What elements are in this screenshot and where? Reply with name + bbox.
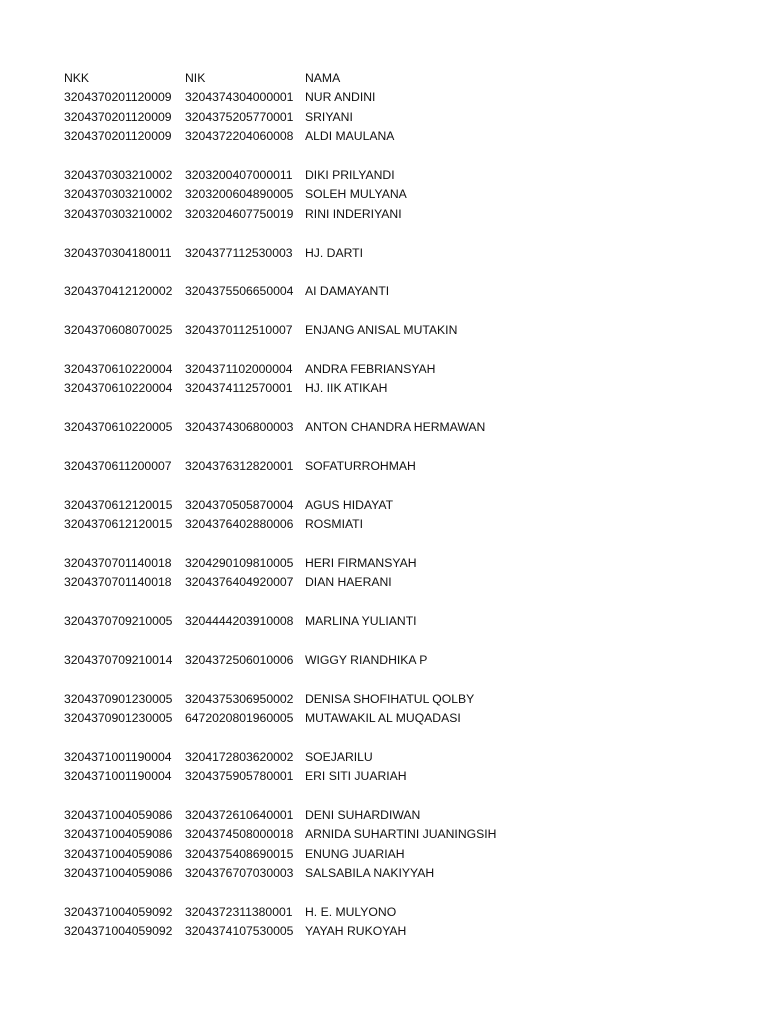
table-row [64,360,565,379]
cell-nik: 3204370505870004 [185,497,294,512]
cell-nkk: 3204370709210014 [64,652,173,667]
cell-nkk: 3204371004059086 [64,846,173,861]
cell-nik: 3204376312820001 [185,458,294,473]
table-row [64,748,565,767]
cell-nkk: 3204371001190004 [64,749,172,764]
cell-nik: 3204377112530003 [185,245,293,260]
cell-nkk: 3204370201120009 [64,90,172,105]
cell-nik: 3204372610640001 [185,807,294,822]
cell-nik: 3204374107530005 [185,924,294,939]
cell-nama: RINI INDERIYANI [305,206,402,221]
cell-nkk: 3204370201120009 [64,109,172,124]
cell-nama: ERI SITI JUARIAH [305,769,407,784]
cell-nkk: 3204371004059086 [64,807,173,822]
group-spacer [64,302,565,321]
table-row [64,922,565,941]
table-row [64,825,565,844]
group-spacer [64,476,565,495]
cell-nama: ENUNG JUARIAH [305,846,405,861]
table-row [64,166,565,185]
cell-nik: 3204371102000004 [185,361,293,376]
cell-nik: 3204290109810005 [185,555,294,570]
table-row [64,205,565,224]
cell-nama: ROSMIATI [305,516,364,531]
cell-nama: DIKI PRILYANDI [305,167,395,182]
document-table [64,69,565,942]
cell-nik: 3204172803620002 [185,749,294,764]
cell-nkk: 3204370610220004 [64,381,173,396]
table-row [64,903,565,922]
table-row [64,709,565,728]
table-row [64,845,565,864]
group-spacer [64,399,565,418]
cell-nik: 3204374112570001 [185,381,293,396]
cell-nama: DIAN HAERANI [305,575,392,590]
cell-nama: ARNIDA SUHARTINI JUANINGSIH [305,827,497,842]
group-spacer [64,147,565,166]
cell-nama: MUTAWAKIL AL MUQADASI [305,710,461,725]
table-row [64,496,565,515]
cell-nik: 3204370112510007 [185,323,293,338]
cell-nama: ANDRA FEBRIANSYAH [305,361,436,376]
group-spacer [64,340,565,359]
table-row [64,185,565,204]
cell-nama: H. E. MULYONO [305,904,397,919]
group-spacer [64,883,565,902]
table-row [64,767,565,786]
cell-nama: AGUS HIDAYAT [305,497,394,512]
cell-nama: NUR ANDINI [305,90,376,105]
cell-nama: SOFATURROHMAH [305,458,416,473]
cell-nik: 3204376404920007 [185,575,294,590]
table-row [64,379,565,398]
cell-nik: 3204374508000018 [185,827,294,842]
group-spacer [64,263,565,282]
cell-nkk: 3204370412120002 [64,284,173,299]
group-spacer [64,224,565,243]
cell-nkk: 3204371004059092 [64,924,173,939]
cell-nik: 3204375905780001 [185,769,294,784]
table-row [64,457,565,476]
cell-nama: SOEJARILU [305,749,373,764]
table-row [64,321,565,340]
table-row [64,690,565,709]
cell-nkk: 3204370901230005 [64,710,173,725]
header-nkk: NKK [64,71,90,85]
cell-nik: 3204372204060008 [185,129,294,144]
cell-nkk: 3204370701140018 [64,575,172,590]
cell-nik: 3204375205770001 [185,109,294,124]
cell-nkk: 3204371004059086 [64,827,173,842]
header-nama: NAMA [305,71,341,85]
group-spacer [64,786,565,805]
cell-nkk: 3204370611200007 [64,458,172,473]
cell-nama: SRIYANI [305,109,353,124]
cell-nik: 6472020801960005 [185,710,294,725]
group-spacer [64,593,565,612]
table-row [64,418,565,437]
cell-nik: 3204372311380001 [185,904,293,919]
table-row [64,244,565,263]
cell-nama: MARLINA YULIANTI [305,613,417,628]
cell-nik: 3204374304000001 [185,90,294,105]
group-spacer [64,670,565,689]
table-row [64,282,565,301]
cell-nkk: 3204370701140018 [64,555,172,570]
table-row [64,554,565,573]
cell-nkk: 3204370610220005 [64,420,173,435]
header-nik: NIK [185,71,206,85]
cell-nama: SOLEH MULYANA [305,187,407,202]
cell-nama: HJ. DARTI [305,245,364,260]
cell-nkk: 3204370303210002 [64,167,173,182]
cell-nama: HERI FIRMANSYAH [305,555,417,570]
cell-nkk: 3204370901230005 [64,691,173,706]
cell-nkk: 3204370304180011 [64,245,172,260]
cell-nkk: 3204370608070025 [64,323,173,338]
cell-nik: 3204372506010006 [185,652,294,667]
table-body [64,88,565,941]
cell-nama: DENISA SHOFIHATUL QOLBY [305,691,475,706]
table-row [64,806,565,825]
cell-nkk: 3204370201120009 [64,129,172,144]
cell-nama: ALDI MAULANA [305,129,395,144]
group-spacer [64,728,565,747]
cell-nama: HJ. IIK ATIKAH [305,381,388,396]
cell-nik: 3204375306950002 [185,691,294,706]
cell-nama: YAYAH RUKOYAH [305,924,407,939]
table-row [64,88,565,107]
cell-nkk: 3204370709210005 [64,613,173,628]
cell-nama: ANTON CHANDRA HERMAWAN [305,420,486,435]
table-row [64,127,565,146]
cell-nkk: 3204371004059092 [64,904,173,919]
cell-nkk: 3204371004059086 [64,866,173,881]
table-header-row [64,69,565,88]
cell-nkk: 3204370610220004 [64,361,173,376]
cell-nik: 3203200407000011 [185,167,293,182]
cell-nama: WIGGY RIANDHIKA P [305,652,428,667]
cell-nik: 3204376402880006 [185,516,294,531]
cell-nkk: 3204370303210002 [64,187,173,202]
group-spacer [64,534,565,553]
cell-nik: 3204375408690015 [185,846,294,861]
cell-nik: 3203200604890005 [185,187,294,202]
table-row [64,515,565,534]
cell-nama: SALSABILA NAKIYYAH [305,866,435,881]
cell-nama: DENI SUHARDIWAN [305,807,421,822]
cell-nik: 3204375506650004 [185,284,294,299]
table-row [64,612,565,631]
table-row [64,651,565,670]
table-row [64,573,565,592]
cell-nik: 3204444203910008 [185,613,294,628]
table-row [64,108,565,127]
group-spacer [64,437,565,456]
cell-nik: 3204376707030003 [185,866,294,881]
cell-nkk: 3204370612120015 [64,516,173,531]
cell-nik: 3203204607750019 [185,206,294,221]
cell-nama: ENJANG ANISAL MUTAKIN [305,323,458,338]
cell-nkk: 3204371001190004 [64,769,172,784]
cell-nama: AI DAMAYANTI [305,284,390,299]
group-spacer [64,631,565,650]
table-row [64,864,565,883]
cell-nkk: 3204370612120015 [64,497,173,512]
cell-nik: 3204374306800003 [185,420,294,435]
cell-nkk: 3204370303210002 [64,206,173,221]
